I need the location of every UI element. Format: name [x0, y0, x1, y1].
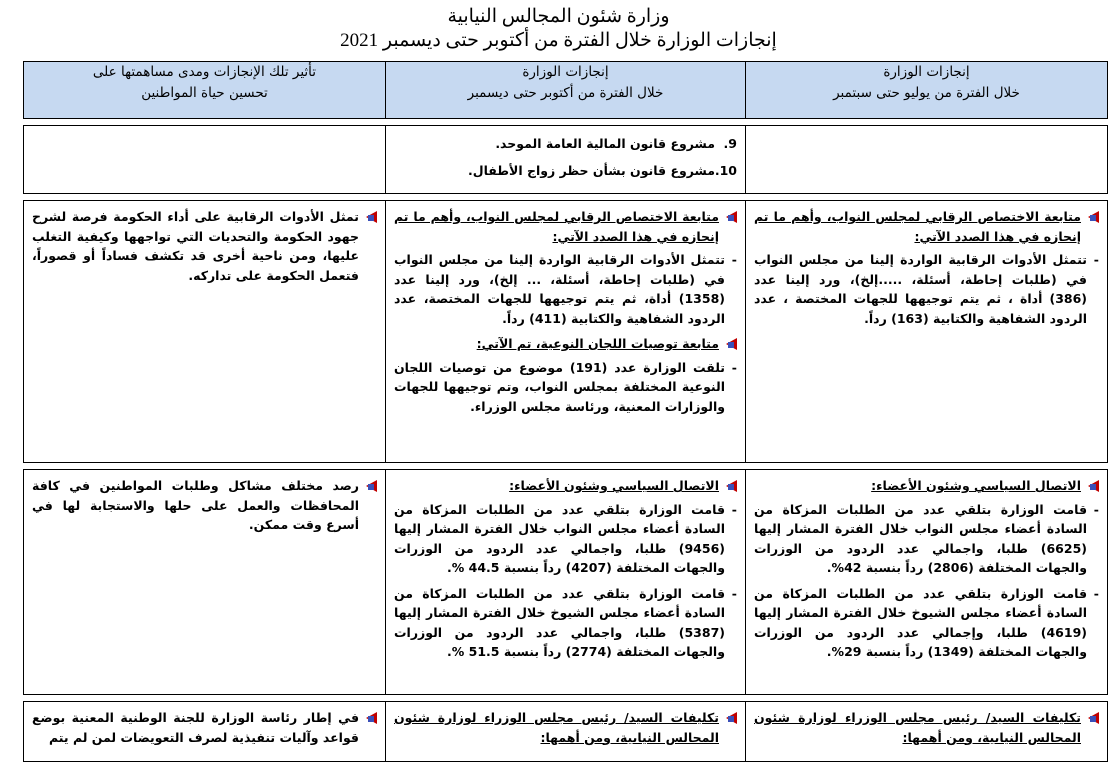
- spacer-row: [24, 119, 1108, 126]
- impact-text: تمثل الأدوات الرقابية على أداء الحكومة فرصة لشرح جهود الحكومة والتحديات التي تواجهها وكيفية التغلب عليها، ومن ناحية أخرى قد تكشف فساداً أو قصوراً، فتعمل الحكومة على تداركه.: [32, 207, 377, 285]
- list-item: - قامت الوزارة بتلقي عدد من الطلبات المزكاة من السادة أعضاء مجلس الشيوخ خلال الفترة المشار إليها (5387) طلبا، واجمالي عدد الردود من الوزرات والجهات المختلفة (2774) رداً بنسبة 51.5 %.: [394, 585, 737, 659]
- section-heading: تكليفات السيد/ رئيس مجلس الوزراء لوزارة شئون المجالس النيابية، ومن أهمها:: [394, 708, 737, 747]
- table-row: [24, 201, 1108, 463]
- section-heading: الاتصال السياسي وشئون الأعضاء:: [394, 476, 737, 496]
- report-title: إنجازات الوزارة خلال الفترة من أكتوبر حتى ديسمبر 2021: [340, 30, 777, 51]
- cell-members-q4: [386, 470, 746, 695]
- impact-text: في إطار رئاسة الوزارة للجنة الوطنية المعنية بوضع قواعد وآليات تنفيذية لصرف التعويضات لمن لم يتم: [32, 708, 377, 747]
- header-cell-impact: [24, 62, 386, 119]
- list-item: 9.مشروع قانون المالية العامة الموحد.: [495, 136, 737, 151]
- cell-impact-oversight: [24, 201, 386, 463]
- page-titles: [0, 4, 1117, 52]
- header-row: [24, 62, 1108, 119]
- table-row: [24, 470, 1108, 695]
- section-heading: الاتصال السياسي وشئون الأعضاء:: [754, 476, 1099, 496]
- section-heading: متابعة توصيات اللجان النوعية، تم الآتي:: [394, 334, 737, 354]
- list-item: - تلقت الوزارة عدد (191) موضوع من توصيات اللجان النوعية المختلفة بمجلس النواب، وتم توجيهها للجهات والوزارات المعنية، ورئاسة مجلس الوزراء.: [394, 359, 737, 414]
- header-line: خلال الفترة من يوليو حتى سبتمبر: [833, 85, 1020, 101]
- section-heading: تكليفات السيد/ رئيس مجلس الوزراء لوزارة شئون المجالس النيابية، ومن أهمها:: [754, 708, 1099, 747]
- ministry-title: وزارة شئون المجالس النيابية: [447, 6, 670, 27]
- list-item: - قامت الوزارة بتلقي عدد من الطلبات المزكاة من السادة أعضاء مجلس الشيوخ خلال الفترة المشار إليها (4619) طلبا، وإجمالي عدد الردود من الوزرات والجهات المختلفة (1349) رداً بنسبة 29%.: [754, 585, 1099, 659]
- spacer-row: [24, 695, 1108, 702]
- list-item: - قامت الوزارة بتلقي عدد من الطلبات المزكاة من السادة أعضاء مجلس النواب خلال الفترة المشار إليها (9456) طلبا، واجمالي عدد الردود من الوزرات والجهات المختلفة (4207) رداً بنسبة 44.5 %.: [394, 501, 737, 575]
- cell-members-q3: [746, 470, 1108, 695]
- header-line: إنجازات الوزارة: [883, 64, 970, 80]
- impact-text: رصد مختلف مشاكل وطلبات المواطنين في كافة المحافظات والعمل على حلها والاستجابة لها في أسرع وقت ممكن.: [32, 476, 377, 535]
- cell-assignments-q3: [746, 702, 1108, 762]
- table-row: [24, 126, 1108, 194]
- spacer-row: [24, 463, 1108, 470]
- list-item: - قامت الوزارة بتلقي عدد من الطلبات المزكاة من السادة أعضاء مجلس النواب خلال الفترة المشار إليها (6625) طلبا، واجمالي عدد الردود من الوزرات والجهات المختلفة (2806) رداً بنسبة 42%.: [754, 501, 1099, 575]
- cell-oversight-q3: [746, 201, 1108, 463]
- list-item: - تتمثل الأدوات الرقابية الواردة إلينا من مجلس النواب في (طلبات إحاطة، أسئلة، .....إلخ)، ورد إلينا عدد (386) أداة ، ثم يتم توجيهها للجهات المختصة ، عدد الردود الشفاهية والكتابية (163) رداً.: [754, 252, 1099, 326]
- achievements-table: [23, 61, 1108, 762]
- header-cell-oct-dec: [386, 62, 746, 119]
- header-line: تحسين حياة المواطنين: [141, 85, 268, 101]
- spacer-row: [24, 194, 1108, 201]
- cell-bills-list: [386, 126, 746, 194]
- list-item: - تتمثل الأدوات الرقابية الواردة إلينا من مجلس النواب في (طلبات إحاطة، أسئلة، ... إلخ)، ورد إلينا عدد (1358) أداة، ثم يتم توجيهها للجهات المختصة، عدد الردود الشفاهية والكتابية (411) رداً.: [394, 252, 737, 326]
- cell-empty: [24, 126, 386, 194]
- section-heading: متابعة الاختصاص الرقابي لمجلس النواب، وأهم ما تم إنجازه في هذا الصدد الآتي:: [394, 207, 737, 246]
- cell-oversight-q4: [386, 201, 746, 463]
- header-line: خلال الفترة من أكتوبر حتى ديسمبر: [467, 85, 664, 101]
- table-row: [24, 702, 1108, 762]
- section-heading: متابعة الاختصاص الرقابي لمجلس النواب، وأهم ما تم إنجازه في هذا الصدد الآتي:: [754, 207, 1099, 246]
- cell-empty: [746, 126, 1108, 194]
- list-item: 10.مشروع قانون بشأن حظر زواج الأطفال.: [467, 162, 737, 178]
- cell-impact-citizens: [24, 470, 386, 695]
- header-line: إنجازات الوزارة: [522, 64, 609, 80]
- header-line: تأثير تلك الإنجازات ومدى مساهمتها على: [92, 64, 317, 80]
- cell-impact-compensation: [24, 702, 386, 762]
- cell-assignments-q4: [386, 702, 746, 762]
- header-cell-jul-sep: [746, 62, 1108, 119]
